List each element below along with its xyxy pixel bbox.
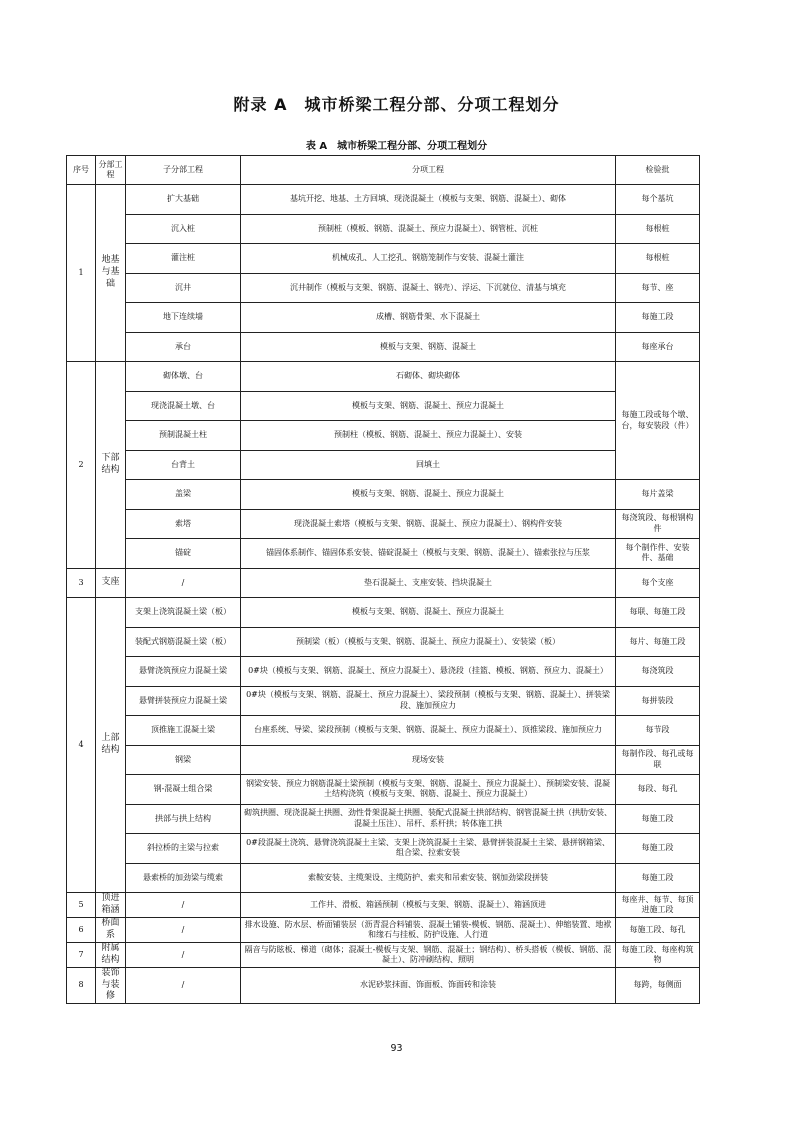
lot-cell: 每浇筑段、每根钢构件	[616, 509, 700, 539]
lot-cell: 每个支座	[616, 568, 700, 598]
subdivision-cell: 灌注桩	[126, 244, 241, 274]
subdivision-cell: 钢-混凝土组合梁	[126, 775, 241, 805]
subdivision-cell: 锚碇	[126, 539, 241, 569]
items-cell: 现场安装	[241, 745, 616, 775]
lot-cell: 每个基坑	[616, 185, 700, 215]
table-row	[67, 509, 700, 539]
subdivision-cell: 台背土	[126, 450, 241, 480]
items-cell: 索鞍安装、主缆架设、主缆防护、索夹和吊索安装、钢加劲梁段拼装	[241, 863, 616, 893]
table-row	[67, 421, 700, 451]
table-row	[67, 332, 700, 362]
subdivision-cell: 装配式钢筋混凝土梁（板）	[126, 627, 241, 657]
lot-cell: 每片盖梁	[616, 480, 700, 510]
lot-cell: 每个制作件、安装件、基础	[616, 539, 700, 569]
table-caption: 表 A 城市桥梁工程分部、分项工程划分	[305, 141, 488, 152]
lot-cell: 每节、座	[616, 273, 700, 303]
seq-cell: 5	[67, 893, 96, 918]
items-cell: 回填土	[241, 450, 616, 480]
table-row	[67, 893, 700, 918]
items-cell: 0#块（模板与支架、钢筋、混凝土、预应力混凝土）、悬浇段（挂篮、模板、钢筋、预应力、混凝土）	[241, 657, 616, 687]
subdivision-cell: 顶推施工混凝土梁	[126, 716, 241, 746]
table-row	[67, 834, 700, 864]
lot-cell: 每施工段	[616, 834, 700, 864]
table-row	[67, 568, 700, 598]
items-cell: 成槽、钢筋骨架、水下混凝土	[241, 303, 616, 333]
division-cell: 顶进箱涵	[96, 893, 126, 918]
lot-cell: 每根桩	[616, 214, 700, 244]
table-row	[67, 539, 700, 569]
items-cell: 排水设施、防水层、桥面铺装层（沥青混合料铺装、混凝土铺装-模板、钢筋、混凝土）、伸缩装置、地袱和缘石与挂板、防护设施、人行道	[241, 918, 616, 943]
table-row	[67, 480, 700, 510]
subdivision-cell: 砌体墩、台	[126, 362, 241, 392]
seq-cell: 4	[67, 598, 96, 893]
lot-cell: 每施工段	[616, 863, 700, 893]
division-cell: 桥面系	[96, 918, 126, 943]
table-row	[67, 716, 700, 746]
items-cell: 模板与支架、钢筋、混凝土、预应力混凝土	[241, 391, 616, 421]
items-cell: 垫石混凝土、支座安装、挡块混凝土	[241, 568, 616, 598]
subdivision-cell: 沉井	[126, 273, 241, 303]
items-cell: 水泥砂浆抹面、饰面板、饰面砖和涂装	[241, 968, 616, 1004]
items-cell: 预制桩（模板、钢筋、混凝土、预应力混凝土）、钢管桩、沉桩	[241, 214, 616, 244]
division-cell: 上部结构	[96, 598, 126, 893]
division-cell: 装饰与装修	[96, 968, 126, 1004]
page-number: 93	[390, 1043, 403, 1054]
lot-cell: 每座井、每节、每顶进施工段	[616, 893, 700, 918]
lot-cell: 每节段	[616, 716, 700, 746]
lot-cell: 每座承台	[616, 332, 700, 362]
table-row	[67, 968, 700, 1004]
lot-cell: 每浇筑段	[616, 657, 700, 687]
subdivision-cell: 钢梁	[126, 745, 241, 775]
seq-cell: 8	[67, 968, 96, 1004]
subdivision-cell: 悬索桥的加劲梁与缆索	[126, 863, 241, 893]
items-cell: 砌筑拱圈、现浇混凝土拱圈、劲性骨架混凝土拱圈、装配式混凝土拱部结构、钢管混凝土拱（拱肋安装、混凝土压注）、吊杆、系杆拱；转体施工拱	[241, 804, 616, 834]
lot-cell: 每联、每施工段	[616, 598, 700, 628]
items-cell: 隔音与防眩板、梯道（砌体；混凝土-模板与支架、钢筋、混凝土；钢结构）、桥头搭板（模板、钢筋、混凝土）、防冲刷结构、照明	[241, 943, 616, 968]
header-seq: 序号	[67, 156, 96, 185]
table-row	[67, 943, 700, 968]
items-cell: 锚固体系制作、锚固体系安装、锚碇混凝土（模板与支架、钢筋、混凝土）、锚索张拉与压浆	[241, 539, 616, 569]
lot-cell: 每制作段、每孔或每联	[616, 745, 700, 775]
items-cell: 0#块（模板与支架、钢筋、混凝土、预应力混凝土）、梁段预制（模板与支架、钢筋、混凝土）、拼装梁段、施加预应力	[241, 686, 616, 716]
lot-cell: 每施工段	[616, 804, 700, 834]
table-row	[67, 450, 700, 480]
items-cell: 预制柱（模板、钢筋、混凝土、预应力混凝土）、安装	[241, 421, 616, 451]
table-row	[67, 863, 700, 893]
subdivision-cell: 现浇混凝土墩、台	[126, 391, 241, 421]
header-subdivision: 子分部工程	[126, 156, 241, 185]
division-table	[66, 155, 700, 1004]
items-cell: 0#段混凝土浇筑、悬臂浇筑混凝土主梁、支架上浇筑混凝土主梁、悬臂拼装混凝土主梁、悬拼钢箱梁、组合梁、拉索安装	[241, 834, 616, 864]
subdivision-cell: 索塔	[126, 509, 241, 539]
header-lot: 检验批	[616, 156, 700, 185]
subdivision-cell: /	[126, 943, 241, 968]
subdivision-cell: 扩大基础	[126, 185, 241, 215]
items-cell: 预制梁（板）（模板与支架、钢筋、混凝土、预应力混凝土）、安装梁（板）	[241, 627, 616, 657]
table-row	[67, 804, 700, 834]
seq-cell: 6	[67, 918, 96, 943]
subdivision-cell: 悬臂拼装预应力混凝土梁	[126, 686, 241, 716]
items-cell: 模板与支架、钢筋、混凝土	[241, 332, 616, 362]
subdivision-cell: 预制混凝土柱	[126, 421, 241, 451]
subdivision-cell: 盖梁	[126, 480, 241, 510]
lot-cell-merged: 每施工段或每个墩、台，每安装段（件）	[616, 362, 700, 480]
table-row	[67, 273, 700, 303]
table-row	[67, 185, 700, 215]
header-items: 分项工程	[241, 156, 616, 185]
division-cell: 下部结构	[96, 362, 126, 569]
lot-cell: 每片、每施工段	[616, 627, 700, 657]
table-row	[67, 303, 700, 333]
lot-cell: 每根桩	[616, 244, 700, 274]
items-cell: 基坑开挖、地基、土方回填、现浇混凝土（模板与支架、钢筋、混凝土）、砌体	[241, 185, 616, 215]
subdivision-cell: /	[126, 968, 241, 1004]
division-cell: 支座	[96, 568, 126, 598]
subdivision-cell: /	[126, 568, 241, 598]
seq-cell: 3	[67, 568, 96, 598]
table-row	[67, 598, 700, 628]
subdivision-cell: 承台	[126, 332, 241, 362]
subdivision-cell: 斜拉桥的主梁与拉索	[126, 834, 241, 864]
items-cell: 机械成孔、人工挖孔、钢筋笼制作与安装、混凝土灌注	[241, 244, 616, 274]
seq-cell: 7	[67, 943, 96, 968]
lot-cell: 每施工段、每座构筑物	[616, 943, 700, 968]
items-cell: 台座系统、导梁、梁段预制（模板与支架、钢筋、混凝土、预应力混凝土）、顶推梁段、施加预应力	[241, 716, 616, 746]
subdivision-cell: 沉入桩	[126, 214, 241, 244]
items-cell: 钢梁安装、预应力钢筋混凝土梁预制（模板与支架、钢筋、混凝土、预应力混凝土）、预制梁安装、混凝土结构浇筑（模板与支架、钢筋、混凝土、预应力混凝土）	[241, 775, 616, 805]
header-row	[67, 156, 700, 185]
lot-cell: 每段、每孔	[616, 775, 700, 805]
subdivision-cell: 支架上浇筑混凝土梁（板）	[126, 598, 241, 628]
subdivision-cell: 拱部与拱上结构	[126, 804, 241, 834]
table-row	[67, 391, 700, 421]
table-row	[67, 745, 700, 775]
table-row	[67, 627, 700, 657]
subdivision-cell: 地下连续墙	[126, 303, 241, 333]
table-row	[67, 214, 700, 244]
seq-cell: 2	[67, 362, 96, 569]
header-division: 分部工程	[96, 156, 126, 185]
table-body	[67, 185, 700, 1004]
items-cell: 石砌体、砌块砌体	[241, 362, 616, 392]
lot-cell: 每跨，每侧面	[616, 968, 700, 1004]
subdivision-cell: /	[126, 918, 241, 943]
division-cell: 地基与基础	[96, 185, 126, 362]
subdivision-cell: 悬臂浇筑预应力混凝土梁	[126, 657, 241, 687]
table-row	[67, 244, 700, 274]
items-cell: 工作井、滑板、箱涵预制（模板与支架、钢筋、混凝土）、箱涵顶进	[241, 893, 616, 918]
items-cell: 模板与支架、钢筋、混凝土、预应力混凝土	[241, 480, 616, 510]
lot-cell: 每施工段	[616, 303, 700, 333]
items-cell: 现浇混凝土索塔（模板与支架、钢筋、混凝土、预应力混凝土）、钢构件安装	[241, 509, 616, 539]
items-cell: 模板与支架、钢筋、混凝土、预应力混凝土	[241, 598, 616, 628]
lot-cell: 每拼装段	[616, 686, 700, 716]
table-row	[67, 686, 700, 716]
table-row	[67, 362, 700, 392]
seq-cell: 1	[67, 185, 96, 362]
items-cell: 沉井制作（模板与支架、钢筋、混凝土、钢壳）、浮运、下沉就位、清基与填充	[241, 273, 616, 303]
table-row	[67, 657, 700, 687]
division-cell: 附属结构	[96, 943, 126, 968]
subdivision-cell: /	[126, 893, 241, 918]
table-row	[67, 775, 700, 805]
lot-cell: 每施工段、每孔	[616, 918, 700, 943]
page-title: 附录 A 城市桥梁工程分部、分项工程划分	[233, 95, 560, 114]
table-row	[67, 918, 700, 943]
